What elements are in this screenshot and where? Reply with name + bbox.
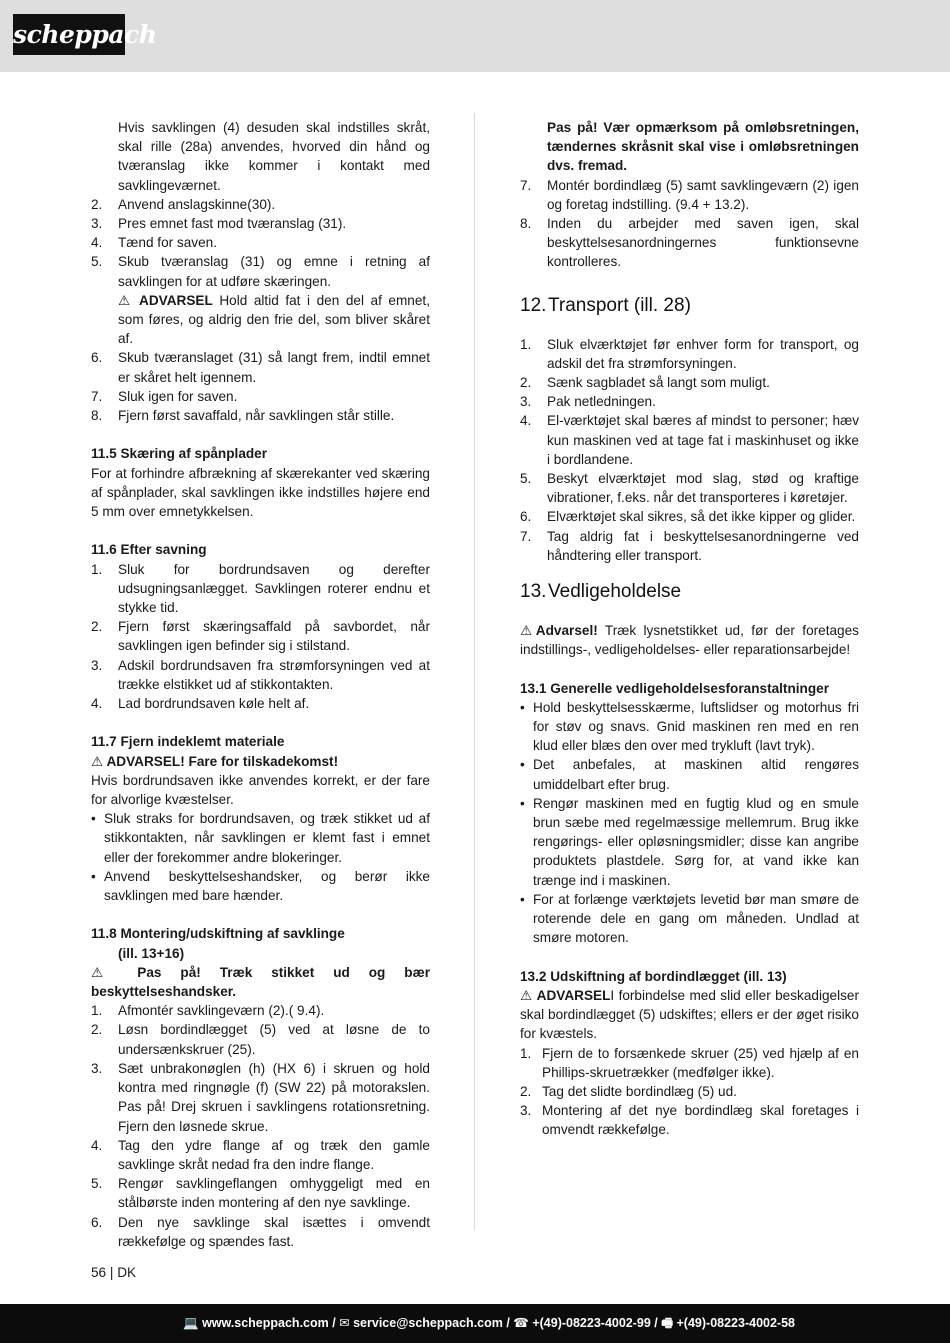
- section-heading-13-2: 13.2 Udskiftning af bordindlægget (ill. 13): [520, 968, 787, 984]
- list-item: 6. Elværktøjet skal sikres, så det ikke kipper og glider.: [520, 509, 856, 525]
- list-item: 5. Beskyt elværktøjet mod slag, stød og kraftige vibrationer, f.eks. når det transporteres i køretøjer.: [520, 471, 859, 506]
- column-divider: [474, 113, 475, 1230]
- list-item: 7. Sluk igen for saven.: [91, 388, 238, 404]
- list-item: 2. Løsn bordindlægget (5) ved at løsne de to undersænkskruer (25).: [91, 1022, 430, 1057]
- section-heading-11-8: 11.8 Montering/udskiftning af savklinge: [91, 926, 345, 942]
- steps-list-11-6: [91, 560, 430, 714]
- list-item: 3. Montering af det nye bordindlæg skal foretages i omvendt rækkefølge.: [520, 1103, 859, 1138]
- right-column: [520, 118, 859, 1140]
- warning-heading: ⚠ ADVARSEL! Fare for tilskadekomst!: [91, 753, 339, 769]
- contact-footer: 💻 www.scheppach.com / ✉ service@scheppach.com / ☎ +(49)-08223-4002-99 / 🖷 +(49)-08223-4002-58: [0, 1304, 950, 1343]
- brand-logo: scheppach: [13, 14, 125, 55]
- steps-list-top: [520, 176, 859, 272]
- bullet-list-11-7: [91, 809, 430, 905]
- list-item: 2. Fjern først skæringsaffald på savbordet, når savklingen igen befinder sig i stilstand.: [91, 619, 430, 654]
- section-heading-12: 12.Transport (ill. 28): [520, 294, 691, 316]
- intro-paragraph: Hvis savklingen (4) desuden skal indstilles skråt, skal rille (28a) anvendes, hvorved din hånd og tværanslag ikke kommer i kontakt med savklingeværnet.: [118, 120, 430, 193]
- list-item: 6. Den nye savklinge skal isættes i omvendt rækkefølge og spændes fast.: [91, 1214, 430, 1249]
- section-heading-11-6: 11.6 Efter savning: [91, 542, 207, 558]
- section-paragraph: Hvis bordrundsaven ikke anvendes korrekt, er der fare for alvorlige kvæstelser.: [91, 772, 430, 808]
- list-item: 2. Tag det slidte bordindlæg (5) ud.: [520, 1083, 737, 1099]
- page-header: [0, 0, 950, 72]
- list-item: • Rengør maskinen med en fugtig klud og en smule brun sæbe med regelmæssige mellemrum. Brug ikke rengørings- eller opløsningsmidler; disse kan angribe produktets plastdele. Sørg for, at vand ikke kan trænge ind i maskinen.: [520, 795, 859, 888]
- list-item: • For at forlænge værktøjets levetid bør man smøre de roterende dele en gang om måneden. Undlad at smøre motoren.: [520, 891, 859, 946]
- list-item: 8. Fjern først savaffald, når savklingen står stille.: [91, 408, 395, 424]
- section-heading-11-5: 11.5 Skæring af spånplader: [91, 446, 268, 462]
- section-heading-11-7: 11.7 Fjern indeklemt materiale: [91, 734, 285, 750]
- list-item: 3. Sæt unbrakonøglen (h) (HX 6) i skruen og hold kontra med ringnøgle (f) (SW 22) på motorakslen. Pas på! Drej skruen i savklingens rotationsretning. Fjern den løsnede skrue.: [91, 1060, 430, 1134]
- warning-note: ⚠ ADVARSELI forbindelse med slid eller beskadigelser skal bordindlægget (5) udskiftes; ellers er der øget risiko for kvæstels.: [520, 987, 859, 1042]
- list-item: 1. Afmontér savklingeværn (2).( 9.4).: [91, 1003, 325, 1019]
- page-number: 56 | DK: [91, 1265, 137, 1280]
- list-item: 2. Anvend anslagskinne(30).: [91, 196, 276, 212]
- list-item: 1. Fjern de to forsænkede skruer (25) ved hjælp af en Phillips-skruetrækker (medfølger ikke).: [520, 1045, 859, 1080]
- steps-list-11-8: [91, 1001, 430, 1251]
- steps-list-b: [91, 348, 430, 425]
- list-item: 1. Sluk for bordrundsaven og derefter udsugningsanlægget. Savklingen roterer endnu et stykke tid.: [91, 561, 430, 616]
- section-heading-13-1: 13.1 Generelle vedligeholdelsesforanstaltninger: [520, 680, 829, 696]
- list-item: 4. Tænd for saven.: [91, 235, 217, 251]
- list-item: 4. El-værktøjet skal bæres af mindst to personer; hæv kun maskinen ved at tage fat i maskinhuset og ikke i bordlandene.: [520, 413, 859, 467]
- list-item: • Hold beskyttelsesskærme, luftslidser og motorhus fri for støv og snavs. Gnid maskinen ren med en ren klud eller blæs den over med trykluft (lavt tryk).: [520, 699, 859, 754]
- steps-list-13-2: [520, 1044, 859, 1140]
- left-column: [91, 118, 430, 1251]
- list-item: 6. Skub tværanslaget (31) så langt frem, indtil emnet er skåret helt igennem.: [91, 350, 430, 385]
- list-item: • Det anbefales, at maskinen altid rengøres umiddelbart efter brug.: [520, 757, 859, 792]
- section-paragraph: For at forhindre afbrækning af skærekanter ved skæring af spånplader, skal savklingen ikke indstilles højere end 5 mm over emnetykkelsen.: [91, 465, 430, 520]
- list-item: 8. Inden du arbejder med saven igen, skal beskyttelsesanordningernes funktionsevne kontrolleres.: [520, 216, 859, 270]
- list-item: 4. Tag den ydre flange af og træk den gamle savklinge skråt nedad fra den indre flange.: [91, 1137, 430, 1172]
- list-item: 2. Sænk sagbladet så langt som muligt.: [520, 375, 770, 391]
- list-item: • Sluk straks for bordrundsaven, og træk stikket ud af stikkontakten, når savklingen er klemt fast i emnet eller der forekommer andre blokeringer.: [91, 811, 430, 865]
- list-item: 4. Lad bordrundsaven køle helt af.: [91, 696, 310, 712]
- steps-list-12: [520, 335, 859, 565]
- list-item: 3. Pak netledningen.: [520, 394, 656, 410]
- list-item: 3. Adskil bordrundsaven fra strømforsyningen ved at trække elstikket ud af stikkontakten.: [91, 657, 430, 692]
- warning-heading: ⚠ Pas på! Træk stikket ud og bær beskyttelseshandsker.: [91, 964, 430, 1000]
- warning-note: ⚠ ADVARSEL Hold altid fat i den del af emnet, som føres, og aldrig den frie del, som bliver skåret af.: [118, 292, 430, 347]
- section-heading-11-8-ref: (ill. 13+16): [118, 945, 185, 961]
- list-item: • Anvend beskyttelseshandsker, og berør ikke savklingen med bare hænder.: [91, 868, 430, 904]
- warning-note: ⚠Advarsel! Træk lysnetstikket ud, før der foretages indstillings-, vedligeholdelses- eller reparationsarbejde!: [520, 623, 859, 658]
- section-heading-13: 13.Vedligeholdelse: [520, 581, 682, 603]
- bullet-list-13-1: [520, 698, 859, 948]
- list-item: 1. Sluk elværktøjet før enhver form for transport, og adskil det fra strømforsyningen.: [520, 336, 859, 371]
- list-item: 7. Tag aldrig fat i beskyttelsesanordningerne ved håndtering eller transport.: [520, 528, 859, 563]
- list-item: 5. Rengør savklingeflangen omhyggeligt med en stålbørste inden montering af den nye savklinge.: [91, 1176, 430, 1211]
- list-item: 3. Pres emnet fast mod tværanslag (31).: [91, 216, 347, 232]
- list-item: 7. Montér bordindlæg (5) samt savklingeværn (2) igen og foretag indstilling. (9.4 + 13.2).: [520, 177, 859, 212]
- list-item: 5. Skub tværanslag (31) og emne i retning af savklingen for at udføre skæringen.: [91, 254, 430, 289]
- steps-list-a: [91, 195, 430, 291]
- caution-note: Pas på! Vær opmærksom på omløbsretningen, tændernes skråsnit skal vise i omløbsretningen dvs. fremad.: [547, 120, 859, 174]
